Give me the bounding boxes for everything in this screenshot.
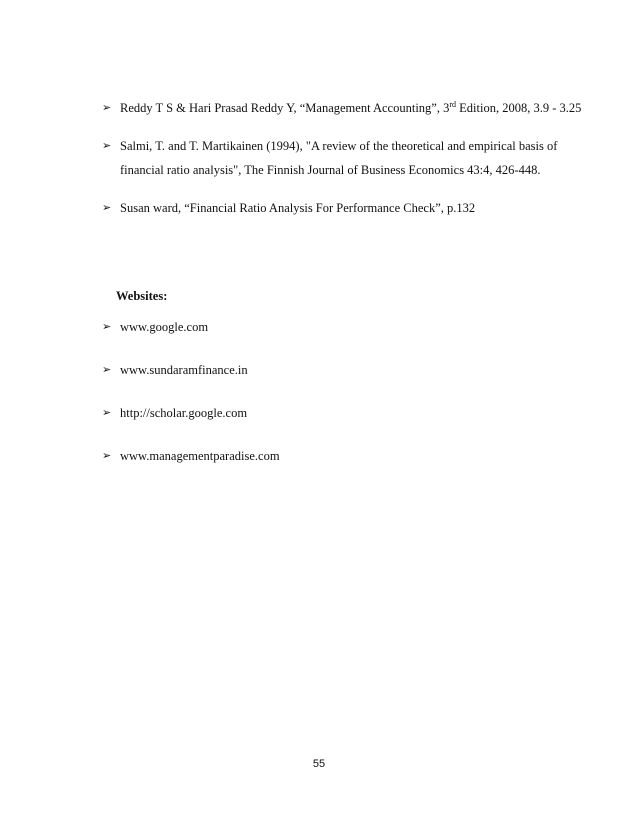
arrow-bullet-icon: ➢: [102, 139, 112, 152]
reference-text-continued: Edition, 2008, 3.9 - 3.25: [456, 101, 582, 115]
reference-text: Salmi, T. and T. Martikainen (1994), "A review of the theoretical and empirical basis of financial ratio analysis", The Finnish Journal of Business Economics 43:4, 426-448.: [120, 139, 558, 177]
reference-text: Susan ward, “Financial Ratio Analysis For Performance Check”, p.132: [120, 201, 476, 215]
website-item: [102, 358, 582, 382]
reference-superscript: rd: [449, 99, 457, 109]
page-number: 55: [312, 758, 326, 770]
website-text: www.google.com: [120, 320, 209, 334]
websites-heading: Websites:: [116, 289, 168, 303]
arrow-bullet-icon: ➢: [102, 101, 112, 114]
website-text: www.managementparadise.com: [120, 449, 280, 463]
website-text: http://scholar.google.com: [120, 406, 248, 420]
website-item: [102, 315, 582, 339]
website-text: www.sundaramfinance.in: [120, 363, 248, 377]
reference-text: Reddy T S & Hari Prasad Reddy Y, “Management Accounting”, 3: [120, 101, 450, 115]
arrow-bullet-icon: ➢: [102, 406, 112, 419]
arrow-bullet-icon: ➢: [102, 363, 112, 376]
arrow-bullet-icon: ➢: [102, 201, 112, 214]
arrow-bullet-icon: ➢: [102, 449, 112, 462]
reference-item: [102, 134, 582, 182]
website-list: [102, 315, 582, 468]
website-item: [102, 401, 582, 425]
website-item: [102, 444, 582, 468]
reference-item: [102, 196, 582, 220]
reference-item: [102, 96, 582, 120]
arrow-bullet-icon: ➢: [102, 320, 112, 333]
reference-list: [102, 96, 582, 220]
